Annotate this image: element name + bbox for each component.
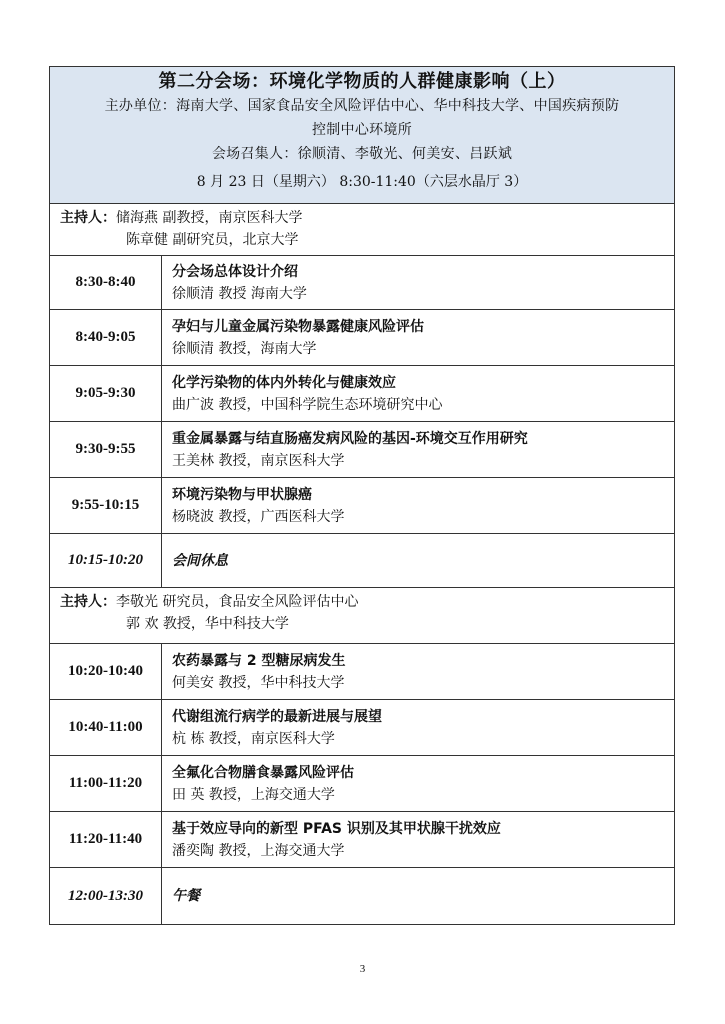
conveners: 会场召集人：徐顺清、李敬光、何美安、吕跃斌	[211, 146, 513, 162]
row-content	[162, 700, 674, 755]
talk-speaker: 徐顺清 教授 海南大学	[172, 285, 307, 302]
row-time: 9:05-9:30	[50, 366, 162, 421]
row-content	[162, 478, 674, 533]
talk-topic: 基于效应导向的新型 PFAS 识别及其甲状腺干扰效应	[172, 820, 501, 837]
talk-speaker: 曲广波 教授，中国科学院生态环境研究中心	[172, 396, 443, 413]
talk-speaker: 王美林 教授，南京医科大学	[172, 452, 345, 469]
talk-topic: 全氟化合物膳食暴露风险评估	[172, 764, 354, 781]
break-label: 会间休息	[172, 552, 228, 569]
session-title: 第二分会场：环境化学物质的人群健康影响（上）	[158, 71, 566, 92]
row-content	[162, 422, 674, 477]
break-time: 12:00-13:30	[50, 868, 162, 924]
organizers-line-1: 主办单位：海南大学、国家食品安全风险评估中心、华中科技大学、中国疾病预防	[104, 98, 620, 114]
row-time: 10:20-10:40	[50, 644, 162, 699]
break-row	[50, 868, 674, 924]
host-label: 主持人：	[60, 594, 116, 610]
break-label: 午餐	[172, 888, 200, 904]
host-block-1	[50, 204, 674, 256]
row-time: 9:55-10:15	[50, 478, 162, 533]
table-row	[50, 256, 674, 310]
talk-topic: 代谢组流行病学的最新进展与展望	[172, 708, 382, 725]
row-content	[162, 644, 674, 699]
break-time: 10:15-10:20	[50, 534, 162, 587]
talk-speaker: 潘奕陶 教授，上海交通大学	[172, 842, 345, 859]
row-time: 11:20-11:40	[50, 812, 162, 867]
row-content	[162, 256, 674, 309]
page-number: 3	[359, 963, 366, 975]
break-row	[50, 534, 674, 588]
host-block-2	[50, 588, 674, 644]
host-1-name: 储海燕 副教授，南京医科大学	[116, 210, 303, 226]
table-row	[50, 812, 674, 868]
row-content	[162, 310, 674, 365]
row-time: 8:40-9:05	[50, 310, 162, 365]
session-header	[50, 67, 674, 204]
talk-topic: 农药暴露与 2 型糖尿病发生	[172, 652, 346, 669]
talk-topic: 孕妇与儿童金属污染物暴露健康风险评估	[172, 318, 424, 335]
session-date: 8 月 23 日（星期六） 8:30-11:40（六层水晶厅 3）	[196, 174, 528, 190]
row-time: 11:00-11:20	[50, 756, 162, 811]
row-time: 10:40-11:00	[50, 700, 162, 755]
talk-topic: 分会场总体设计介绍	[172, 263, 298, 280]
talk-speaker: 徐顺清 教授，海南大学	[172, 340, 317, 357]
row-time: 8:30-8:40	[50, 256, 162, 309]
talk-speaker: 杨晓波 教授，广西医科大学	[172, 508, 345, 525]
table-row	[50, 422, 674, 478]
talk-topic: 化学污染物的体内外转化与健康效应	[172, 374, 396, 391]
table-row	[50, 756, 674, 812]
row-content	[162, 756, 674, 811]
host-1-name: 李敬光 研究员，食品安全风险评估中心	[116, 594, 359, 610]
schedule-table	[49, 66, 675, 925]
talk-topic: 环境污染物与甲状腺癌	[172, 486, 312, 503]
host-2-name: 郭 欢 教授，华中科技大学	[126, 616, 289, 632]
table-row	[50, 644, 674, 700]
organizers-line-2: 控制中心环境所	[311, 122, 413, 138]
row-content	[162, 812, 674, 867]
host-label: 主持人：	[60, 210, 116, 226]
talk-speaker: 杭 栋 教授，南京医科大学	[172, 730, 335, 747]
host-2-name: 陈章健 副研究员，北京大学	[126, 232, 299, 248]
talk-speaker: 田 英 教授，上海交通大学	[172, 786, 335, 803]
row-time: 9:30-9:55	[50, 422, 162, 477]
talk-speaker: 何美安 教授，华中科技大学	[172, 674, 345, 691]
table-row	[50, 478, 674, 534]
table-row	[50, 366, 674, 422]
row-content	[162, 366, 674, 421]
talk-topic: 重金属暴露与结直肠癌发病风险的基因-环境交互作用研究	[172, 430, 528, 447]
table-row	[50, 310, 674, 366]
table-row	[50, 700, 674, 756]
